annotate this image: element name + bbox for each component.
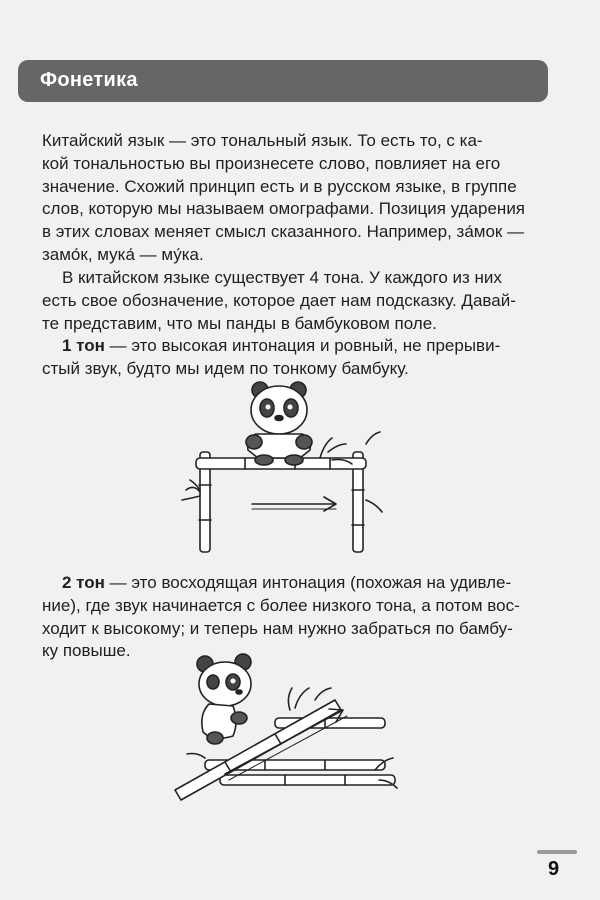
section-header	[18, 60, 548, 102]
text-line: те представим, что мы панды в бамбуковом поле.	[42, 313, 437, 333]
tone-2-illustration	[165, 650, 405, 815]
text-line: ние), где звук начинается с более низкого тона, а потом вос-	[42, 595, 520, 615]
text-line: есть свое обозначение, которое дает нам подсказку. Давай-	[42, 290, 516, 310]
text-line: кой тональностью вы произнесете слово, повлияет на его	[42, 153, 501, 173]
paragraph-tonal-language	[42, 130, 550, 267]
tone-1-text: — это высокая интонация и ровный, не прерыви-	[104, 336, 501, 355]
text-line: Китайский язык — это тональный язык. То есть то, с ка-	[42, 131, 483, 150]
text-line: значение. Схожий принцип есть и в русском языке, в группе	[42, 176, 517, 196]
text-line: ходит к высокому; и теперь нам нужно забраться по бамбу-	[42, 618, 513, 638]
tone-2-term: 2 тон	[62, 573, 105, 592]
section-title: Фонетика	[40, 69, 138, 91]
panda-icon	[197, 654, 251, 744]
paragraph-tone-1	[42, 335, 550, 381]
text-line	[42, 572, 550, 595]
text-line: В китайском языке существует 4 тона. У каждого из них	[62, 268, 502, 287]
text-line: в этих словах меняет смысл сказанного. Например, за́мок —	[42, 222, 525, 242]
tone-1-illustration	[170, 380, 400, 555]
text-line: стый звук, будто мы идем по тонкому бамбуку.	[42, 358, 409, 378]
panda-icon	[246, 382, 312, 465]
text-line: слов, которую мы называем омографами. Позиция ударения	[42, 199, 526, 219]
page-number: 9	[548, 858, 560, 880]
tone-1-arrow-icon	[252, 497, 336, 511]
page-number-bar	[537, 850, 577, 854]
text-line	[42, 335, 550, 358]
text-line: замо́к, мука́ — му́ка.	[42, 244, 204, 264]
paragraph-four-tones	[42, 267, 550, 335]
tone-1-term: 1 тон	[62, 336, 105, 355]
tone-2-text: — это восходящая интонация (похожая на удивле-	[104, 573, 512, 592]
text-line: ку повыше.	[42, 641, 131, 661]
